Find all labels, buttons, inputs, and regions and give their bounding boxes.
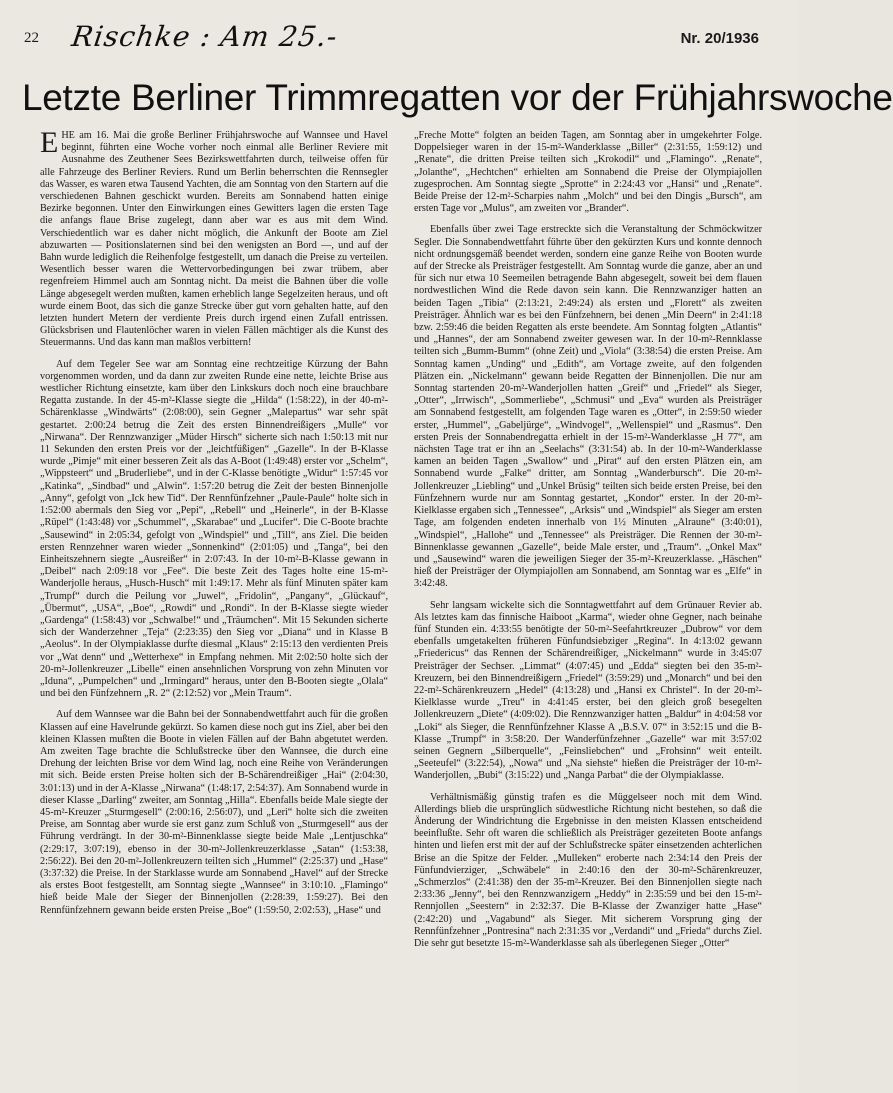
- article-paragraph: „Freche Motte“ folgten an beiden Tagen, am Sonntag aber in umgekehrter Folge. Doppelsieger waren in der 15-m²-Wanderklasse „Biller“ (2:31:55, 1:59:12) und „Renate“, die dritten Preise teilten sich „Krokodil“ und „Flamingo“. „Renate“, „Jolanthe“, „Hechtchen“ erhielten am Sonnabend die Preise der Olympiajollen zugesprochen. Am Sonntag siegte „Sprotte“ in 2:24:43 vor „Hansi“ und „Renate“. Beide Preise der 12-m²-Scharpies nahm „Molch“ und bei den Dingis „Bursch“, am ersten Tage vor „Mulus“, am zweiten vor „Brander“.: [414, 130, 762, 215]
- handwritten-note: Rischke : Am 25.-: [69, 20, 340, 53]
- article-paragraph: Ebenfalls über zwei Tage erstreckte sich die Veranstaltung der Schmöckwitzer Segler. Die Sonnabendwettfahrt führte über den gekürzten Kurs und konnte dennoch nicht ordnungsgemäß beendet werden, sondern eine ganze Reihe von Booten wurde auf der Strecke als Preisträger festgestellt. Am Sonntag wurde die ganze, aber an und für sich nur etwa 10 Seemeilen betragende Bahn abgesegelt, soweit bei dem flauen nordwestlichen Wind die Rede davon sein kann. Die Rennzwanziger hatten an beiden Tagen „Tibia“ (2:13:21, 2:49:24) als ersten und „Florett“ als zweiten Preisträger. Ähnlich war es bei den Fünfzehnern, bei denen „Min Deern“ in 2:41:18 bzw. 2:59:46 die beiden Regatten als erste beendete. Am Sonntag folgten „Atlantis“ und „Hannes“, der am Sonnabend zweiter gewesen war. In der 10-m²-Rennklasse teilten sich „Bumm-Bumm“ (ohne Zeit) und „Viola“ (3:38:54) die ersten Preise. Am Sonntag kamen „Unding“ und „Edith“, am Vortage zweite, auf den folgenden Plätzen ein. „Nickelmann“ gewann beide Regatten der Binnenjollen. Die nur am Sonntag startenden 20-m²-Wanderjollen hatten „Greif“ und „Friedel“ als Sieger, „Otter“, „Irrwisch“, „Sommerliebe“, „Schmusi“ und „Eva“ wurden als Preisträger am Sonnabend festgestellt, am folgenden Tage waren es „Otter“, in 2:59:50 wieder erster, „Hummel“, „Gabeljürge“, „Windvogel“, „Wellenspiel“ und „Rasmus“. Den ersten Preis der Sonnabendregatta erhielt in der 15-m²-Wanderklasse „H 77“, am nächsten Tage trat er ihn an „Seelachs“ (3:31:54) ab. In der 10-m²-Wanderklasse kamen an beiden Tagen „Swallow“ und „Pirat“ auf den ersten Plätzen ein, am Sonnabend wurde „Falke“ dritter, am Sonntag „Wanderbursch“. Die 20-m²-Jollenkreuzer „Liebling“ und „Unkel Brüsig“ teilten sich beide ersten Preise, bei den Fünfzehnern wurde nur am Sonntag gestartet, „Kondor“ erster. In der 20-m²-Kielklasse ergaben sich „Tennessee“, „Arksis“ und „Windspiel“ als Sieger am ersten Tage, am folgenden endeten innerhalb von 1½ Minuten „Alraune“ (3:40:01), „Windspiel“, „Hallohe“ und „Tennessee“ als Preisträger. Die Rennen der 30-m²-Binnenklasse gewannen „Gazelle“, beide Male erster, und „Traum“. „Onkel Max“ und „Sausewind“ waren die jeweiligen Sieger der 35-m²-Kreuzerklasse. „Häschen“ hieß der Preisträger der Olympiajollen am Sonnabend, am Sonntag war es „Elfe“ in 3:42:48.: [414, 224, 762, 590]
- right-column: [414, 130, 762, 1065]
- article-paragraph: Auf dem Wannsee war die Bahn bei der Sonnabendwettfahrt auch für die großen Klassen auf eine Havelrunde gekürzt. So kamen diese noch gut ins Ziel, aber bei den kleinen Klassen mußten die Boote in vielen Fällen auf der Bahn abgetutet werden. Am zweiten Tage brachte die Schlußstrecke über den Wannsee, die durch eine Drehung der leichten Brise vor dem Wind lag, noch eine Reihe von Veränderungen mit sich. Beide ersten Preise holten sich der B-Schärendreißiger „Hai“ (2:04:30, 3:01:13) und in der A-Klasse „Nirwana“ (1:48:17, 2:54:37). Am Sonnabend wurde in dieser Klasse „Darling“ zweiter, am Sonntag „Hilla“. Ebenfalls beide Male siegte der 45-m²-Kreuzer „Sturmgesell“ (2:00:16, 2:56:07), und „Leri“ holte sich die zweiten Preise, am Sonntag aber wurde sie erst ganz zum Schluß von „Sturmgesell“ aus der Führung verdrängt. In der 30-m²-Binnenklasse siegte beide Male „Lentjuschka“ (2:29:17, 3:07:19), ebenso in der 30-m²-Jollenkreuzerklasse „Satan“ (1:53:38, 2:56:22). Bei den 20-m²-Jollenkreuzern teilten sich „Hummel“ (2:25:37) und „Hase“ (3:37:32) die Preise. In der Starklasse wurde am Sonnabend „Havel“ auf der Strecke als erstes Boot festgestellt, am Sonntag siegte „Wannsee“ in 3:10:10. „Flamingo“ hieß beide Male der Sieger der Binnenjollen (2:28:39, 1:59:27). Bei den Rennfünfzehnern gewann beide ersten Preise „Boe“ (1:59:50, 2:02:53), „Hase“ und: [40, 709, 388, 916]
- drop-cap: E: [40, 126, 59, 159]
- article-headline: Letzte Berliner Trimmregatten vor der Frühjahrswoche: [22, 77, 893, 118]
- article-paragraph: Auf dem Tegeler See war am Sonntag eine rechtzeitige Kürzung der Bahn vorgenommen worden, und da dann zur zweiten Runde eine nette, leichte Brise aus westlicher Richtung einsetzte, kam über den Linkskurs doch noch eine brauchbare Regatta zustande. In der 45-m²-Klasse siegte die „Hilda“ (1:58:22), in der 40-m²-Schärenklasse „Windwärts“ (2:08:00), sein Gegner „Malepartus“ war sehr spät gestartet. 2:00:24 betrug die Zeit des ersten Binnendreißigers „Mulle“ vor „Nirwana“. Der Rennzwanziger „Müder Hirsch“ sicherte sich nach 1:50:13 mit nur 11 Sekunden den ersten Preis vor der „leichtfüßigen“ „Gazelle“. In der B-Klasse wurde „Pimje“ mit einer besseren Zeit als das A-Boot (1:49:48) erster vor „Schelm“, „Wippsteert“ und „Bruderliebe“, und in der C-Klasse benötigte „Widur“ 1:57:45 vor „Katinka“, „Sindbad“ und „Alwin“. 1:57:20 betrug die Zeit der besten Binnenjolle „Anny“, gefolgt von „Ick hew Tid“. Der Rennfünfzehner „Paule-Paule“ holte sich in 1:52:00 abermals den Sieg vor „Pepi“, „Rebell“ und „Heinerle“, in der B-Klasse „Rüpel“ (1:43:48) vor „Schummel“, „Skarabae“ und „Lucifer“. Die C-Boote brachte „Sausewind“ in 2:05:34, gefolgt von „Windspiel“ und „Till“, ans Ziel. Die beiden ersten Rennzehner waren wieder „Sonnenkind“ (2:01:05) und „Tanga“, bei den Einheitszehnern siegte „Ausreißer“ in 2:07:43. In der 10-m²-B-Klasse gewann in „Deibel“ nach 2:09:18 vor „Fee“. Die beste Zeit des Tages holte eine 15-m²-Wanderjolle heraus, „Husch-Husch“ mit 1:49:17. Mehr als fünf Minuten später kam „Trumpf“ durch die Peilung vor „Juwel“, „Fridolin“, „Pangany“, „Glückauf“, „Übermut“, „USA“, „Boe“, „Rowdi“ und „Rondi“. In der B-Klasse siegte wieder „Gardenga“ (1:58:43) vor „Schwalbe!“ und „Träumchen“. Mit 15 Sekunden sicherte sich der Wanderzehner „Teja“ (2:23:35) den Sieg vor „Diana“ und in Klasse B „Aeolus“. In der Olympiaklasse durfte diesmal „Klaus“ 2:15:13 den verdienten Preis vor „Wat denn“ und „Wetterhexe“ in Empfang nehmen. Mit 2:02:50 holte sich der 20-m²-Jollenkreuzer „Libelle“ einen ansehnlichen Vorsprung von zehn Minuten vor „Iduna“, „Pumpelchen“ und „Irmingard“ heraus, unter den B-Booten siegte „Olala“ und bei den Fünfzehnern „R. 2“ (2:12:52) vor „Mein Traum“.: [40, 358, 388, 700]
- article-paragraph: Sehr langsam wickelte sich die Sonntagwettfahrt auf dem Grünauer Revier ab. Als letztes kam das finnische Haiboot „Karma“, wieder ohne Gegner, nach beinahe fünf Stunden ein. 4:33:55 benötigte der 50-m²-Seefahrtkreuzer „Dubrow“ vor dem ebenfalls umgetakelten früheren Fünfundsiebziger „Regina“. In 4:13:02 gewann „Friedericus“ das Rennen der Schärendreißiger, „Nickelmann“ wurde in 3:45:07 Preisträger der Sechser. „Limmat“ (4:07:45) und „Edda“ siegten bei den 35-m²-Kreuzern, bei den Binnendreißigern „Friedel“ (3:59:29) und „Monarch“ und bei den 22-m²-Schärenkreuzern „Hedel“ (4:13:28) und „Hansi ex Christel“. In der 20-m²-Kielklasse wurde „Treu“ in 4:41:45 erster, bei den gleich groß besegelten Jollenkreuzern „Diete“ (4:09:02). Die Rennzwanziger hatten „Baldur“ in 4:04:58 vor „Loki“ als Sieger, die Rennfünfzehner Klasse A „B.S.V. 07“ in 3:52:15 und die B-Klasse „Trumpf“ in 3:58:20. Der Wanderfünfzehner „Gazelle“ war mit 3:57:02 seinen Gegnern „Silberquelle“, „Feinsliebchen“ und „Frohsinn“ weit enteilt. „Seeteufel“ (3:22:54), „Nowa“ und „Na siehste“ hießen die Preisträger der 10-m²-Wanderjollen, „Bubi“ (3:15:22) und „Nanga Parbat“ die der Olympiaklasse.: [414, 599, 762, 782]
- article-paragraph: [40, 126, 388, 350]
- article-paragraph: Verhältnismäßig günstig trafen es die Müggelseer noch mit dem Wind. Allerdings blieb die ursprünglich südwestliche Richtung nicht bestehen, so daß die Änderung der Windrichtung die Ergebnisse in den meisten Klassen entscheidend beeinflußte. Sehr oft waren die schließlich als Preisträger gezeiteten Boote anfangs hinten und liefen erst mit der auf der Schlußstrecke später einsetzenden achterlichen Brise an die Spitze der Felder. „Mulleken“ eroberte nach 2:34:14 den Preis der Fünfundvierziger, „Schwäbele“ in 2:40:16 den der 30-m²-Schärenkreuzer, „Schmerzlos“ (2:41:38) den der 35-m²-Kreuzer. Bei den Binnenjollen siegte nach 2:33:36 „Jenny“, bei den Rennzwanzigern „Heddy“ in 2:35:59 und bei den 15-m²-Rennjollen „Seestern“ in 2:32:37. Die B-Klasse der Zwanziger hatte „Hase“ (2:42:20) und „Vagabund“ als Sieger. Mit sicherem Vorsprung ging der Rennfünfzehner „Pontresina“ nach 2:31:35 vor „Verdandi“ und „Frieda“ durchs Ziel. Die sehr gut besetzte 15-m²-Wanderklasse sah als überlegenen Sieger „Otter“: [414, 791, 762, 949]
- paragraph-text: HE am 16. Mai die große Berliner Frühjahrswoche auf Wannsee und Havel beginnt, führten eine Woche vorher noch einmal alle Berliner Reviere mit Ausnahme des Zeuthener Sees Bezirkswettfahrten durch, teilweise offen für alle Fahrzeuge des Berliner Reviers. Rund um Berlin beherrschten die Rennsegler das Wasser, es waren etwa Tausend Yachten, die am Sonntag von den Startern auf die verschiedenen Bahnen geschickt wurden. Bereits am Sonnabend hatten einige Bezirke begonnen. Unter den Einwirkungen eines Gewitters lagen die ersten Tage die anfangs flaue Brise zugelegt, dann aber war es aus mit dem Wind. Verschiedentlich war es daher nicht möglich, die Ankunft der Boote am Ziel abzuwarten — Positionslaternen sind bei den wenigsten an Bord —, und auf der Bahn wurde lediglich die Reihenfolge festgestellt, um danach die Preise zu verteilen. Wesentlich besser waren die Wettervorbedingungen bei zwar trübem, aber regenfreiem Himmel auch am Sonntag nicht. Da meist die Bahnen über die volle Länge abgesegelt werden mußten, kamen erheblich lange Segelzeiten heraus, und oft wurde einem Boot, das sich die ganze Strecke über gut vorn gehalten hatte, auf den letzten hundert Metern der verdiente Preis durch irgend einen Zufall entrissen. Glücksbrisen und Flautenlöcher waren in vielen Fällen mächtiger als die Kunst des Steuermanns. Und das kann man maßlos verbittern!: [40, 130, 388, 349]
- page-number: 22: [24, 30, 39, 46]
- left-column: [40, 126, 388, 1065]
- issue-number: Nr. 20/1936: [680, 30, 759, 47]
